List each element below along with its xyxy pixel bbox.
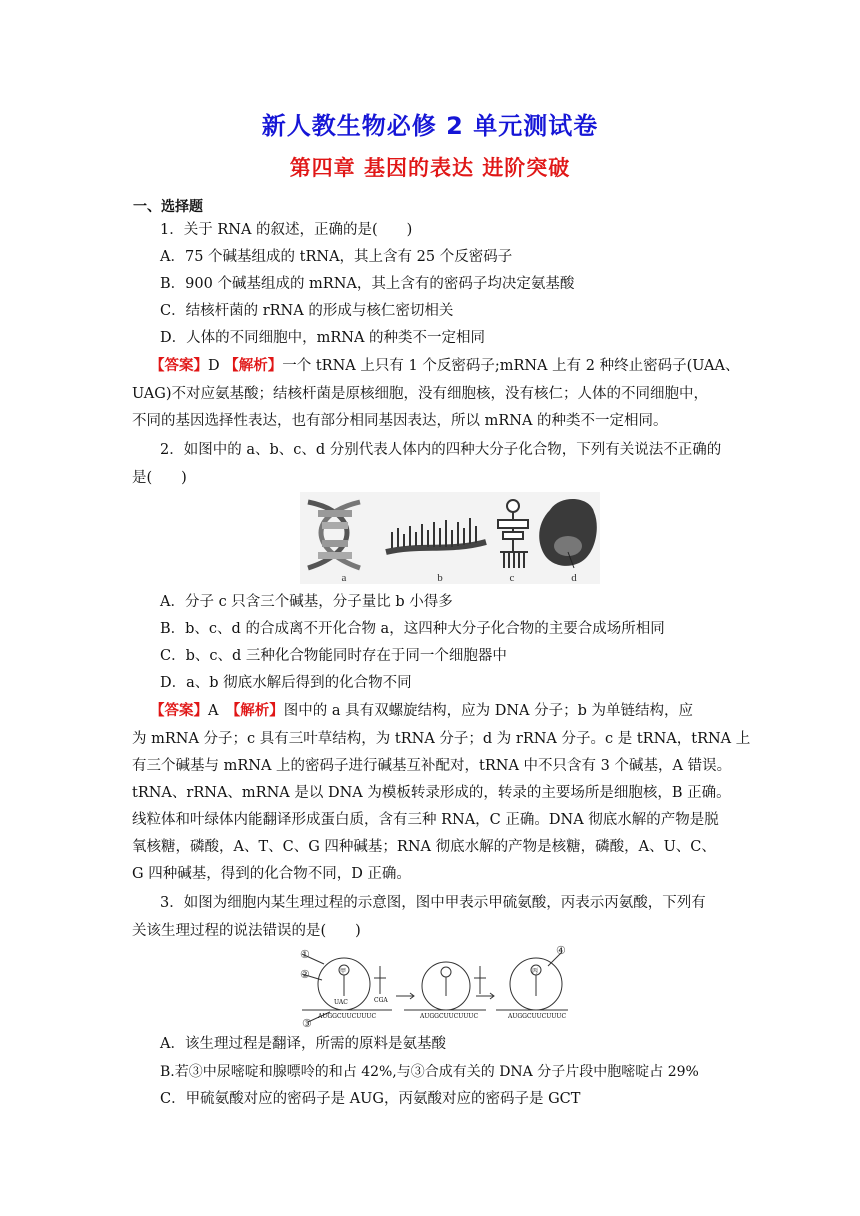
q3-option-b: B.若③中尿嘧啶和腺嘌呤的和占 42%,与③合成有关的 DNA 分子片段中胞嘧啶占 29%	[160, 1064, 699, 1080]
figure-label-2: ②	[300, 969, 310, 981]
analysis-tag: 【解析】	[224, 357, 283, 374]
q3-stem: 3．如图为细胞内某生理过程的示意图，图中甲表示甲硫氨酸，丙表示丙氨酸，下列有	[160, 895, 706, 911]
section-title: 一、选择题	[133, 199, 203, 215]
q2-stem: 是( )	[132, 470, 187, 486]
figure-label-1: ①	[300, 949, 310, 961]
q1-answer-line	[150, 356, 750, 376]
q1-stem: 1．关于 RNA 的叙述，正确的是( )	[160, 222, 413, 238]
q2-option-b: B．b、c、d 的合成离不开化合物 a，这四种大分子化合物的主要合成场所相同	[160, 621, 665, 637]
answer-tag: 【答案】	[150, 702, 208, 719]
q2-option-a: A．分子 c 只含三个碱基，分子量比 b 小得多	[160, 594, 453, 610]
analysis-text: 图中的 a 具有双螺旋结构，应为 DNA 分子；b 为单链结构，应	[283, 703, 693, 719]
q1-option-d: D．人体的不同细胞中，mRNA 的种类不一定相同	[160, 330, 486, 346]
figure-seq-anticodon: CGA	[374, 997, 388, 1004]
page-subtitle: 第四章 基因的表达 进阶突破	[289, 156, 571, 180]
figure-label-c: c	[509, 572, 515, 584]
figure-label-b: b	[437, 572, 443, 584]
q2-analysis-line: 线粒体和叶绿体内能翻译形成蛋白质，含有三种 RNA，C 正确。DNA 彻底水解的产物是脱	[132, 812, 719, 828]
q2-analysis-line: 有三个碱基与 mRNA 上的密码子进行碱基互补配对，tRNA 中不只含有 3 个碱基，A 错误。	[132, 758, 732, 774]
q2-answer-line	[150, 701, 750, 721]
q2-analysis-line: 氧核糖，磷酸，A、T、C、G 四种碱基；RNA 彻底水解的产物是核糖，磷酸，A、U、C、	[132, 839, 716, 855]
figure-label-3: ③	[302, 1018, 312, 1030]
analysis-text: 一个 tRNA 上只有 1 个反密码子;mRNA 上有 2 种终止密码子(UAA、	[282, 358, 740, 374]
figure-label-4: ④	[556, 945, 566, 957]
page-title: 新人教生物必修 2 单元测试卷	[261, 112, 599, 140]
q1-option-c: C．结核杆菌的 rRNA 的形成与核仁密切相关	[160, 303, 454, 319]
figure-label-bing: 丙	[532, 968, 539, 975]
figure-seq-anticodon: UAC	[334, 999, 348, 1006]
answer-value: D	[208, 358, 220, 374]
q3-stem: 关该生理过程的说法错误的是( )	[132, 923, 361, 939]
q1-option-a: A．75 个碱基组成的 tRNA，其上含有 25 个反密码子	[160, 249, 513, 265]
q1-analysis-line: UAG)不对应氨基酸；结核杆菌是原核细胞，没有细胞核，没有核仁；人体的不同细胞中，	[132, 386, 708, 402]
q1-option-b: B．900 个碱基组成的 mRNA，其上含有的密码子均决定氨基酸	[160, 276, 575, 292]
answer-tag: 【答案】	[150, 357, 208, 374]
q2-analysis-line: tRNA、rRNA、mRNA 是以 DNA 为模板转录形成的，转录的主要场所是细胞核，B 正确。	[132, 785, 731, 801]
figure-seq-mrna: AUGGCUUCUUUC	[508, 1013, 567, 1020]
q2-analysis-line: 为 mRNA 分子；c 具有三叶草结构，为 tRNA 分子；d 为 rRNA 分子。c 是 tRNA，tRNA 上	[132, 731, 751, 747]
q3-option-c: C．甲硫氨酸对应的密码子是 AUG，丙氨酸对应的密码子是 GCT	[160, 1091, 581, 1107]
translation-figure	[300, 944, 570, 1030]
figure-seq-mrna: AUGGCUUCUUUC	[420, 1013, 479, 1020]
figure-label-jia: 甲	[340, 968, 347, 975]
answer-value: A	[208, 703, 219, 719]
molecules-figure	[300, 492, 600, 584]
q2-analysis-line: G 四种碱基，得到的化合物不同，D 正确。	[132, 866, 411, 882]
q2-option-d: D．a、b 彻底水解后得到的化合物不同	[160, 675, 412, 691]
figure-label-d: d	[571, 572, 577, 584]
figure-label-a: a	[341, 572, 347, 584]
analysis-tag: 【解析】	[232, 702, 284, 719]
q2-stem: 2．如图中的 a、b、c、d 分别代表人体内的四种大分子化合物，下列有关说法不正确的	[160, 442, 722, 458]
q2-option-c: C．b、c、d 三种化合物能同时存在于同一个细胞器中	[160, 648, 507, 664]
q1-analysis-line: 不同的基因选择性表达，也有部分相同基因表达，所以 mRNA 的种类不一定相同。	[132, 413, 668, 429]
figure-seq-mrna: AUGGCUUCUUUC	[318, 1013, 377, 1020]
q3-option-a: A．该生理过程是翻译，所需的原料是氨基酸	[160, 1036, 446, 1052]
